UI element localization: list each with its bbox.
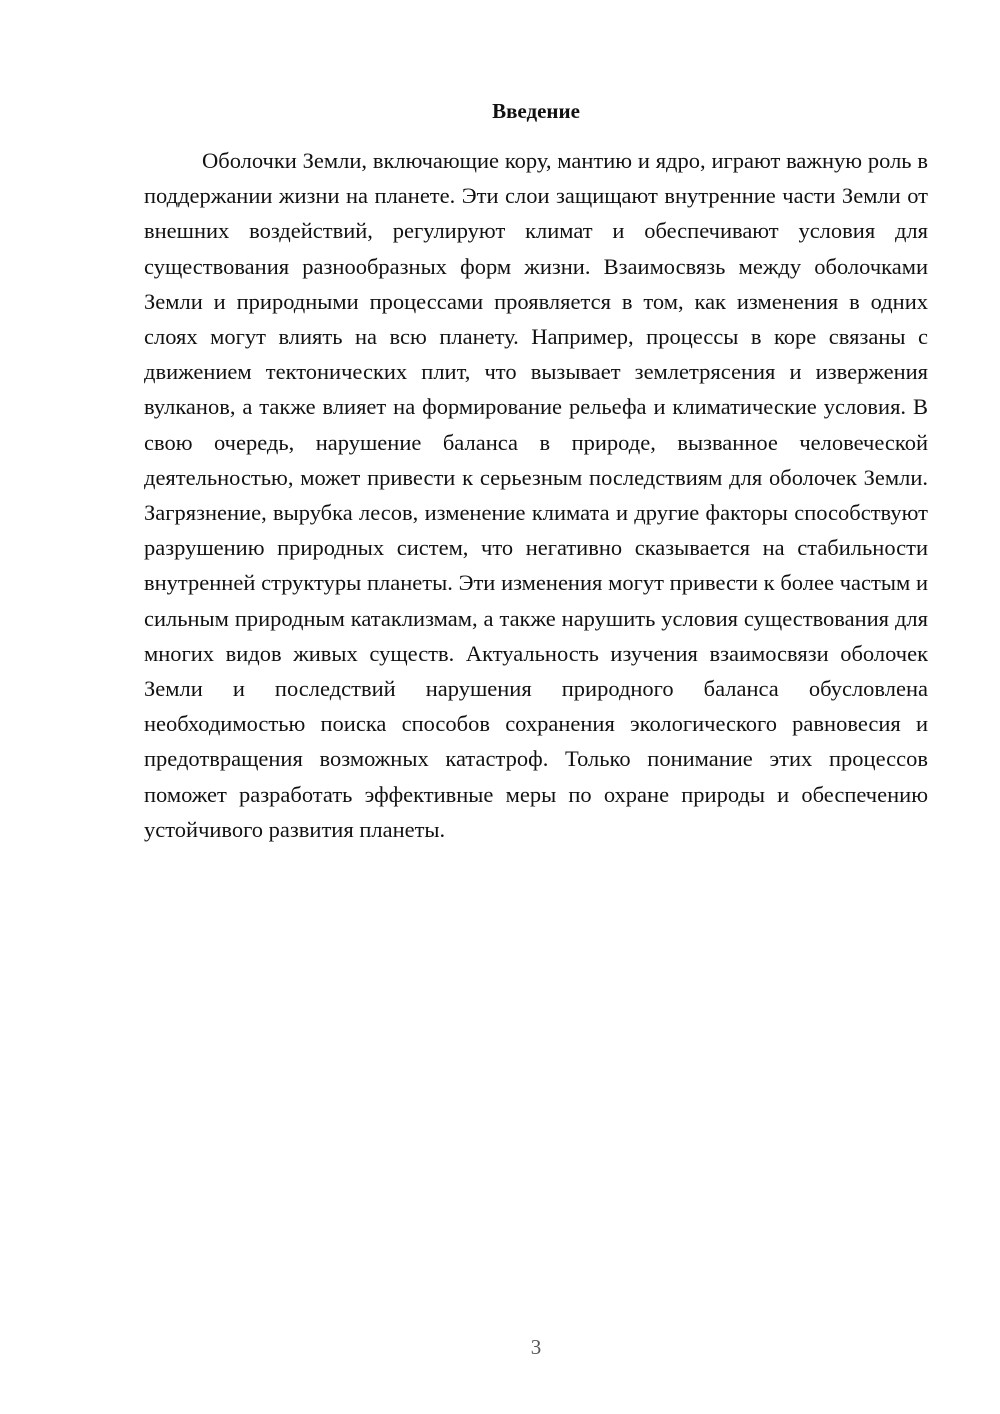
section-title: Введение xyxy=(492,99,580,123)
introduction-paragraph: Оболочки Земли, включающие кору, мантию и ядро, играют важную роль в поддержании жизни на планете. Эти слои защищают внутренние части Земли от внешних воздействий, регулируют климат и обеспечивают условия для существования разнообразных форм жизни. Взаимосвязь между оболочками Земли и природными процессами проявляется в том, как изменения в одних слоях могут влиять на всю планету. Например, процессы в коре связаны с движением тектонических плит, что вызывает землетрясения и извержения вулканов, а также влияет на формирование рельефа и климатические условия. В свою очередь, нарушение баланса в природе, вызванное человеческой деятельностью, может привести к серьезным последствиям для оболочек Земли. Загрязнение, вырубка лесов, изменение климата и другие факторы способствуют разрушению природных систем, что негативно сказывается на стабильности внутренней структуры планеты. Эти изменения могут привести к более частым и сильным природным катаклизмам, а также нарушить условия существования для многих видов живых существ. Актуальность изучения взаимосвязи оболочек Земли и последствий нарушения природного баланса обусловлена необходимостью поиска способов сохранения экологического равновесия и предотвращения возможных катастроф. Только понимание этих процессов поможет разработать эффективные меры по охране природы и обеспечению устойчивого развития планеты. xyxy=(144,148,928,842)
page-number: 3 xyxy=(530,1335,542,1359)
